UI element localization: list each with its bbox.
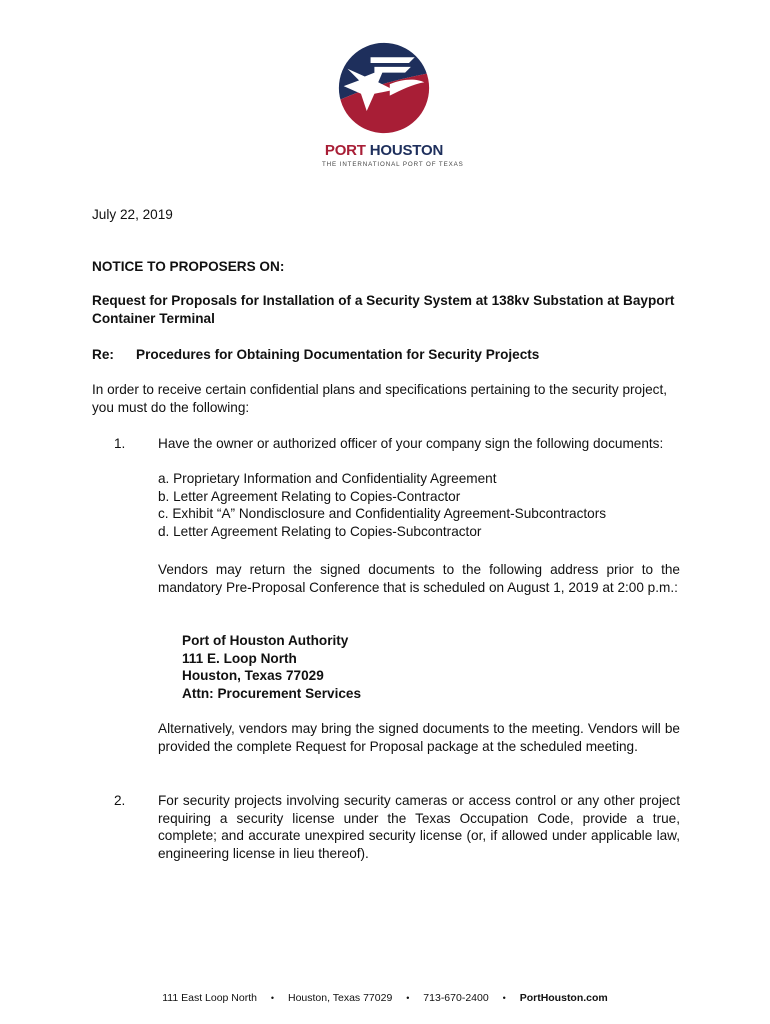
address-line: Port of Houston Authority	[182, 633, 349, 648]
address-line: Houston, Texas 77029	[182, 668, 324, 683]
address-line: 111 E. Loop North	[182, 650, 297, 666]
footer-separator: •	[270, 993, 275, 1003]
logo-tagline: THE INTERNATIONAL PORT OF TEXAS	[322, 161, 464, 168]
logo-word-port: PORT	[324, 142, 366, 159]
footer-city: Houston, Texas 77029	[287, 992, 393, 1004]
item-1-number: 1.	[114, 436, 126, 451]
port-houston-emblem-icon	[336, 40, 432, 136]
port-houston-logo	[322, 40, 464, 168]
re-subject: Procedures for Obtaining Documentation for Security Projects	[136, 347, 540, 362]
logo-wordmark	[322, 142, 446, 159]
document-item: b. Letter Agreement Relating to Copies-Contractor	[158, 488, 461, 504]
footer-separator: •	[502, 993, 506, 1003]
re-label: Re:	[92, 347, 114, 362]
item-2-text: For security projects involving security cameras or access control or any other project requiring a security license under the Texas Occupation Code, provide a true, complete; and accurate unexpired security license (or, if allowed under applicable law, engineering license in lieu thereof).	[158, 793, 680, 861]
mailing-address	[182, 632, 361, 702]
document-item: a. Proprietary Information and Confidentiality Agreement	[158, 471, 497, 486]
notice-heading: NOTICE TO PROPOSERS ON:	[92, 259, 285, 274]
rfp-title: Request for Proposals for Installation of a Security System at 138kv Substation at Bayport Container Terminal	[92, 293, 675, 326]
footer-address: 111 East Loop North	[162, 992, 257, 1004]
required-documents-list	[158, 470, 688, 540]
footer-website: PortHouston.com	[519, 992, 608, 1004]
footer-separator: •	[406, 993, 410, 1003]
alternative-paragraph: Alternatively, vendors may bring the signed documents to the meeting. Vendors will be provided the complete Request for Proposal package at the scheduled meeting.	[158, 721, 680, 754]
item-1-text: Have the owner or authorized officer of your company sign the following documents:	[158, 436, 664, 451]
item-2-number: 2.	[114, 793, 126, 808]
logo-word-houston: HOUSTON	[369, 142, 444, 159]
letter-date: July 22, 2019	[92, 207, 173, 222]
address-line: Attn: Procurement Services	[182, 685, 362, 701]
page-footer	[0, 992, 770, 1004]
footer-phone: 713-670-2400	[423, 992, 489, 1004]
document-item: d. Letter Agreement Relating to Copies-Subcontractor	[158, 523, 482, 539]
intro-paragraph: In order to receive certain confidential plans and specifications pertaining to the security project, you must do the following:	[92, 382, 668, 415]
vendors-return-paragraph: Vendors may return the signed documents to the following address prior to the mandatory Pre-Proposal Conference that is scheduled on August 1, 2019 at 2:00 p.m.:	[158, 562, 680, 595]
document-item: c. Exhibit “A” Nondisclosure and Confidentiality Agreement-Subcontractors	[158, 506, 607, 521]
